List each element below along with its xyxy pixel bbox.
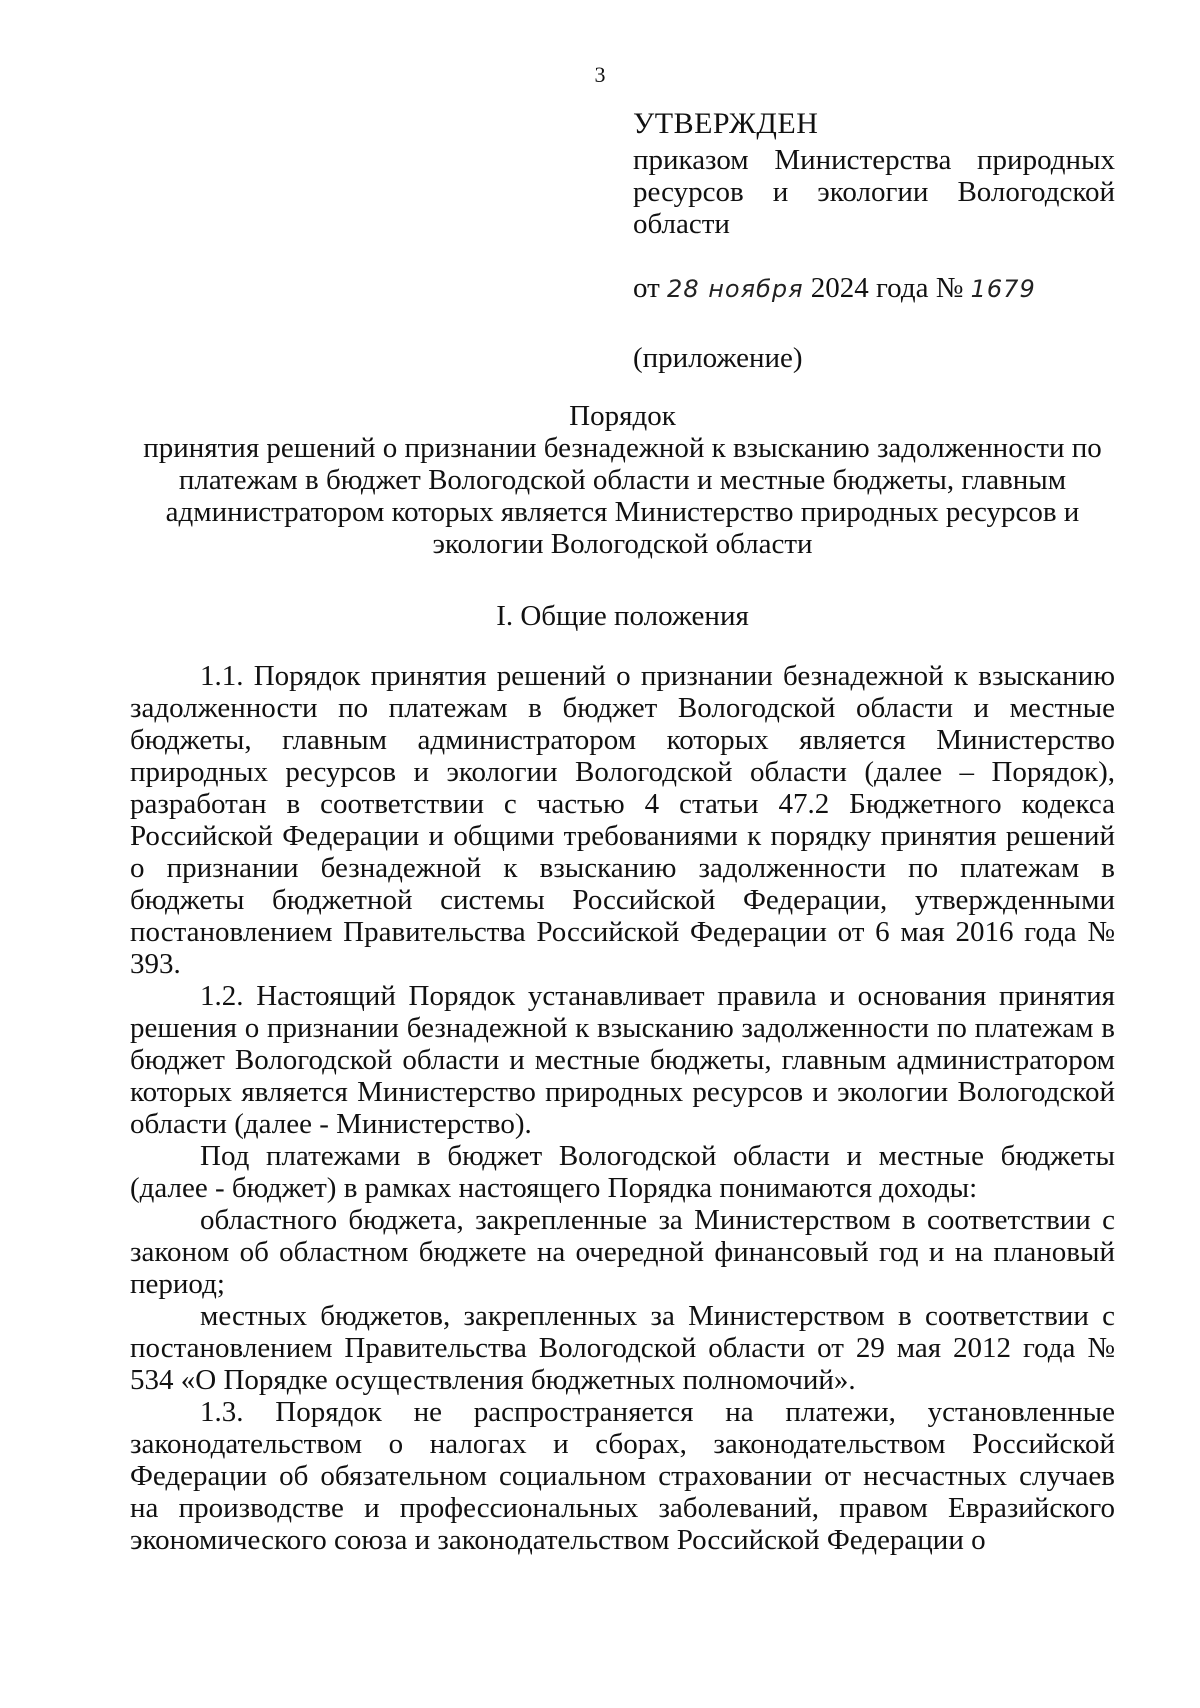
body-text — [130, 660, 1115, 1556]
date-year: 2024 года № — [810, 272, 964, 304]
section-heading: I. Общие положения — [496, 600, 749, 632]
date-prefix: от — [633, 272, 660, 304]
title-line-1: Порядок — [569, 400, 676, 432]
document-title — [130, 400, 1115, 560]
appendix-label: (приложение) — [633, 342, 803, 374]
paragraph-1-2: 1.2. Настоящий Порядок устанавливает правила и основания принятия решения о признании безнадежной к взысканию задолженности по платежам в бюджет Вологодской области и местные бюджеты, главным администратором которых является Министерство природных ресурсов и экологии Вологодской области (далее - Министерство). — [130, 980, 1115, 1140]
handwritten-date: 28 ноября — [667, 275, 804, 303]
handwritten-order-number: 1679 — [970, 275, 1036, 303]
paragraph-1-3: 1.3. Порядок не распространяется на платежи, установленные законодательством о налогах и сборах, законодательством Российской Федерации об обязательном социальном страховании от несчастных случаев на производстве и профессиональных заболеваний, правом Евразийского экономического союза и законодательством Российской Федерации о — [130, 1396, 1115, 1556]
paragraph-regional-budget: областного бюджета, закрепленные за Министерством в соответствии с законом об областном бюджете на очередной финансовый год и на плановый период; — [130, 1204, 1115, 1300]
approval-line-3: области — [633, 208, 730, 240]
paragraph-1-1: 1.1. Порядок принятия решений о признании безнадежной к взысканию задолженности по платежам в бюджет Вологодской области и местные бюджеты, главным администратором которых является Министерство природных ресурсов и экологии Вологодской области (далее – Порядок), разработан в соответствии с частью 4 статьи 47.2 Бюджетного кодекса Российской Федерации и общими требованиями к порядку принятия решений о признании безнадежной к взысканию задолженности по платежам в бюджеты бюджетной системы Российской Федерации, утвержденными постановлением Правительства Российской Федерации от 6 мая 2016 года № 393. — [130, 660, 1115, 980]
page-number: 3 — [594, 62, 606, 87]
approval-heading: УТВЕРЖДЕН — [633, 107, 819, 140]
title-line-2: принятия решений о признании безнадежной к взысканию задолженности по платежам в бюджет Вологодской области и местные бюджеты, главным администратором которых является Министерство природных ресурсов и экологии Вологодской области — [143, 432, 1102, 560]
approval-line-2: ресурсов и экологии Вологодской — [633, 176, 1115, 208]
approval-line-1: приказом Министерства природных — [633, 144, 1115, 176]
approval-date-line — [633, 272, 1115, 305]
paragraph-payments: Под платежами в бюджет Вологодской области и местные бюджеты (далее - бюджет) в рамках настоящего Порядка понимаются доходы: — [130, 1140, 1115, 1204]
paragraph-local-budgets: местных бюджетов, закрепленных за Министерством в соответствии с постановлением Правительства Вологодской области от 29 мая 2012 года № 534 «О Порядке осуществления бюджетных полномочий». — [130, 1300, 1115, 1396]
approval-stamp-block — [633, 108, 1115, 240]
